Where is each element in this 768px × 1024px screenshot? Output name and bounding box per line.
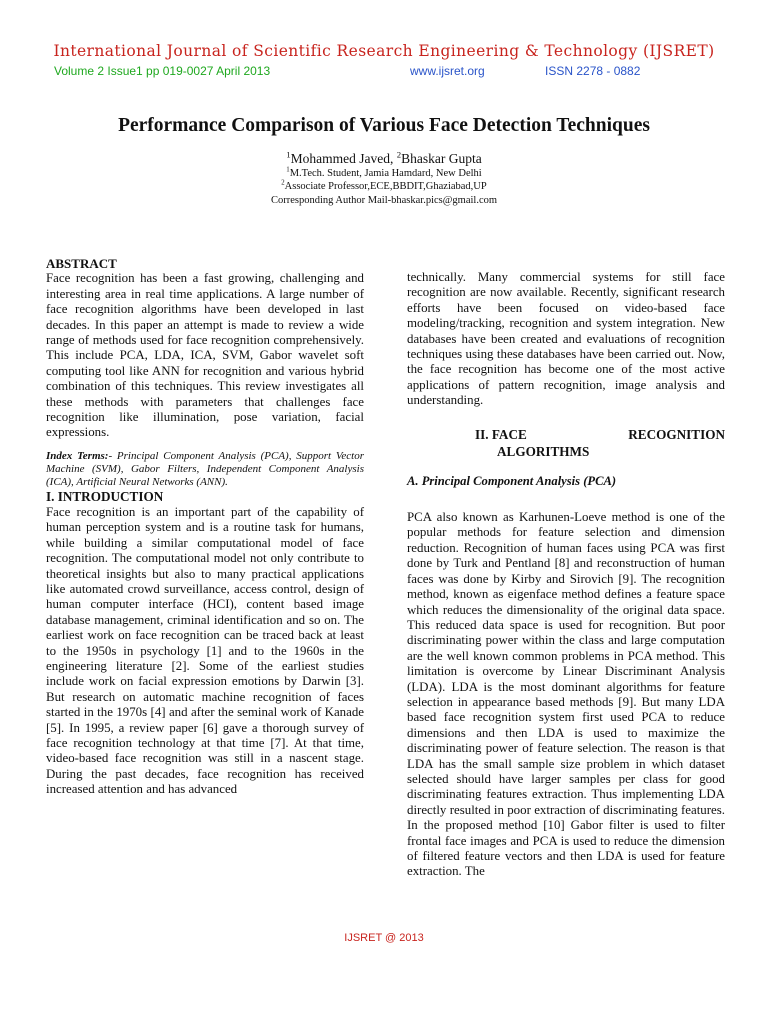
affiliation-1 bbox=[0, 168, 768, 179]
author1-superscript: 1 bbox=[286, 149, 291, 160]
corresponding-author: Corresponding Author Mail-bhaskar.pics@gmail.com bbox=[270, 195, 498, 206]
index-terms-text: - Principal Component Analysis (PCA), Support Vector Machine (SVM), Gabor Filters, Independent Component Analysis (ICA), Artificial Neural Networks (ANN). bbox=[46, 449, 364, 489]
author2-name: Bhaskar Gupta bbox=[401, 151, 482, 166]
affiliation1-superscript: 1 bbox=[286, 166, 290, 174]
introduction-text: Face recognition is an important part of the capability of human perception system and is a routine task for humans, while building a similar computational model of face recognition. The computational model not only contribute to theoretical insights but also to many practical applications like automated crowd surveillance, access control, design of human computer interface (HCI), content based image database management, criminal identification and so on. The earliest work on face recognition can be traced back at least to the 1950s in psychology [1] and to the 1960s in the engineering literature [2]. Some of the earliest studies include work on facial expression emotions by Darwin [3]. But research on automatic machine recognition of faces started in the 1970s [4] and after the seminal work of Kanade [5]. In 1995, a review paper [6] gave a thorough survey of face recognition technology at that time [7]. At that time, video-based face recognition was still in a nascent stage. During the past decades, face recognition has received increased attention and has advanced bbox=[46, 504, 364, 797]
introduction-heading: I. INTRODUCTION bbox=[46, 489, 164, 505]
journal-name: International Journal of Scientific Research Engineering & Technology (IJSRET) bbox=[53, 42, 715, 60]
introduction-continuation: technically. Many commercial systems for still face recognition are now available. Recently, significant research efforts have been focused on video-based face modeling/tracking, recognition and system integration. New databases have been created and evaluations of recognition techniques using these databases have been carried out. Now, the face recognition has become one of the most active applications of pattern recognition, image analysis and understanding. bbox=[407, 270, 725, 408]
abstract-text: Face recognition has been a fast growing, challenging and interesting area in real time applications. A large number of face recognition algorithms have been developed in last decades. In this paper an attempt is made to review a wide range of methods used for face recognition comprehensively. This include PCA, LDA, ICA, SVM, Gabor wavelet soft computing tool like ANN for recognition and various hybrid combination of this techniques. This review investigates all these methods with parameters that challenges face recognition like illumination, pose variation, facial expressions. bbox=[46, 271, 364, 440]
journal-website[interactable]: www.ijsret.org bbox=[410, 64, 485, 78]
left-column bbox=[46, 256, 364, 798]
section-2-heading-part3: ALGORITHMS bbox=[497, 443, 590, 459]
pca-subsection-heading: A. Principal Component Analysis (PCA) bbox=[407, 473, 617, 488]
affiliation1-text: M.Tech. Student, Jamia Hamdard, New Delhi bbox=[289, 168, 482, 179]
author-line bbox=[0, 151, 768, 167]
index-terms bbox=[46, 450, 364, 490]
affiliation2-text: Associate Professor,ECE,BBDIT,Ghaziabad,UP bbox=[284, 181, 487, 192]
paper-title: Performance Comparison of Various Face Detection Techniques bbox=[118, 115, 650, 136]
volume-info: Volume 2 Issue1 pp 019-0027 April 2013 bbox=[54, 64, 271, 78]
index-terms-label: Index Terms: bbox=[46, 449, 109, 462]
affiliation-2 bbox=[0, 181, 768, 192]
affiliation2-superscript: 2 bbox=[281, 179, 285, 187]
pca-text: PCA also known as Karhunen-Loeve method is one of the popular methods for feature selection and dimension reduction. Recognition of human faces using PCA was first done by Turk and Pentland [8] and reconstruction of human faces was done by Kirby and Sirovich [9]. The recognition method, known as eigenface method defines a feature space which reduces the dimensionality of the original data space. This reduced data space is used for recognition. But poor discriminating power within the class and large computation are the well known common problems in PCA method. This limitation is overcome by Linear Discriminant Analysis (LDA). LDA is the most dominant algorithms for feature selection in appearance based methods [9]. But many LDA based face recognition system first used PCA to reduce dimensions and then LDA is used to maximize the discriminating power of feature selection. The reason is that LDA has the small sample size problem in which dataset selected should have larger samples per class for good discriminating features extraction. Thus implementing LDA directly resulted in poor extraction of discriminating features. In the proposed method [10] Gabor filter is used to filter frontal face images and PCA is used to reduce the dimension of filtered feature vectors and then LDA is used for feature extraction. The bbox=[407, 510, 725, 879]
right-column bbox=[407, 270, 725, 880]
section-2-heading bbox=[407, 426, 725, 460]
section-2-heading-part1: II. FACE bbox=[475, 426, 527, 442]
section-2-heading-part2: RECOGNITION bbox=[628, 426, 725, 442]
issn-number: ISSN 2278 - 0882 bbox=[545, 64, 641, 78]
abstract-heading: ABSTRACT bbox=[46, 256, 117, 271]
author2-superscript: 2 bbox=[396, 149, 402, 160]
footer-copyright: IJSRET @ 2013 bbox=[344, 932, 424, 944]
author1-name: Mohammed Javed, bbox=[290, 151, 397, 166]
